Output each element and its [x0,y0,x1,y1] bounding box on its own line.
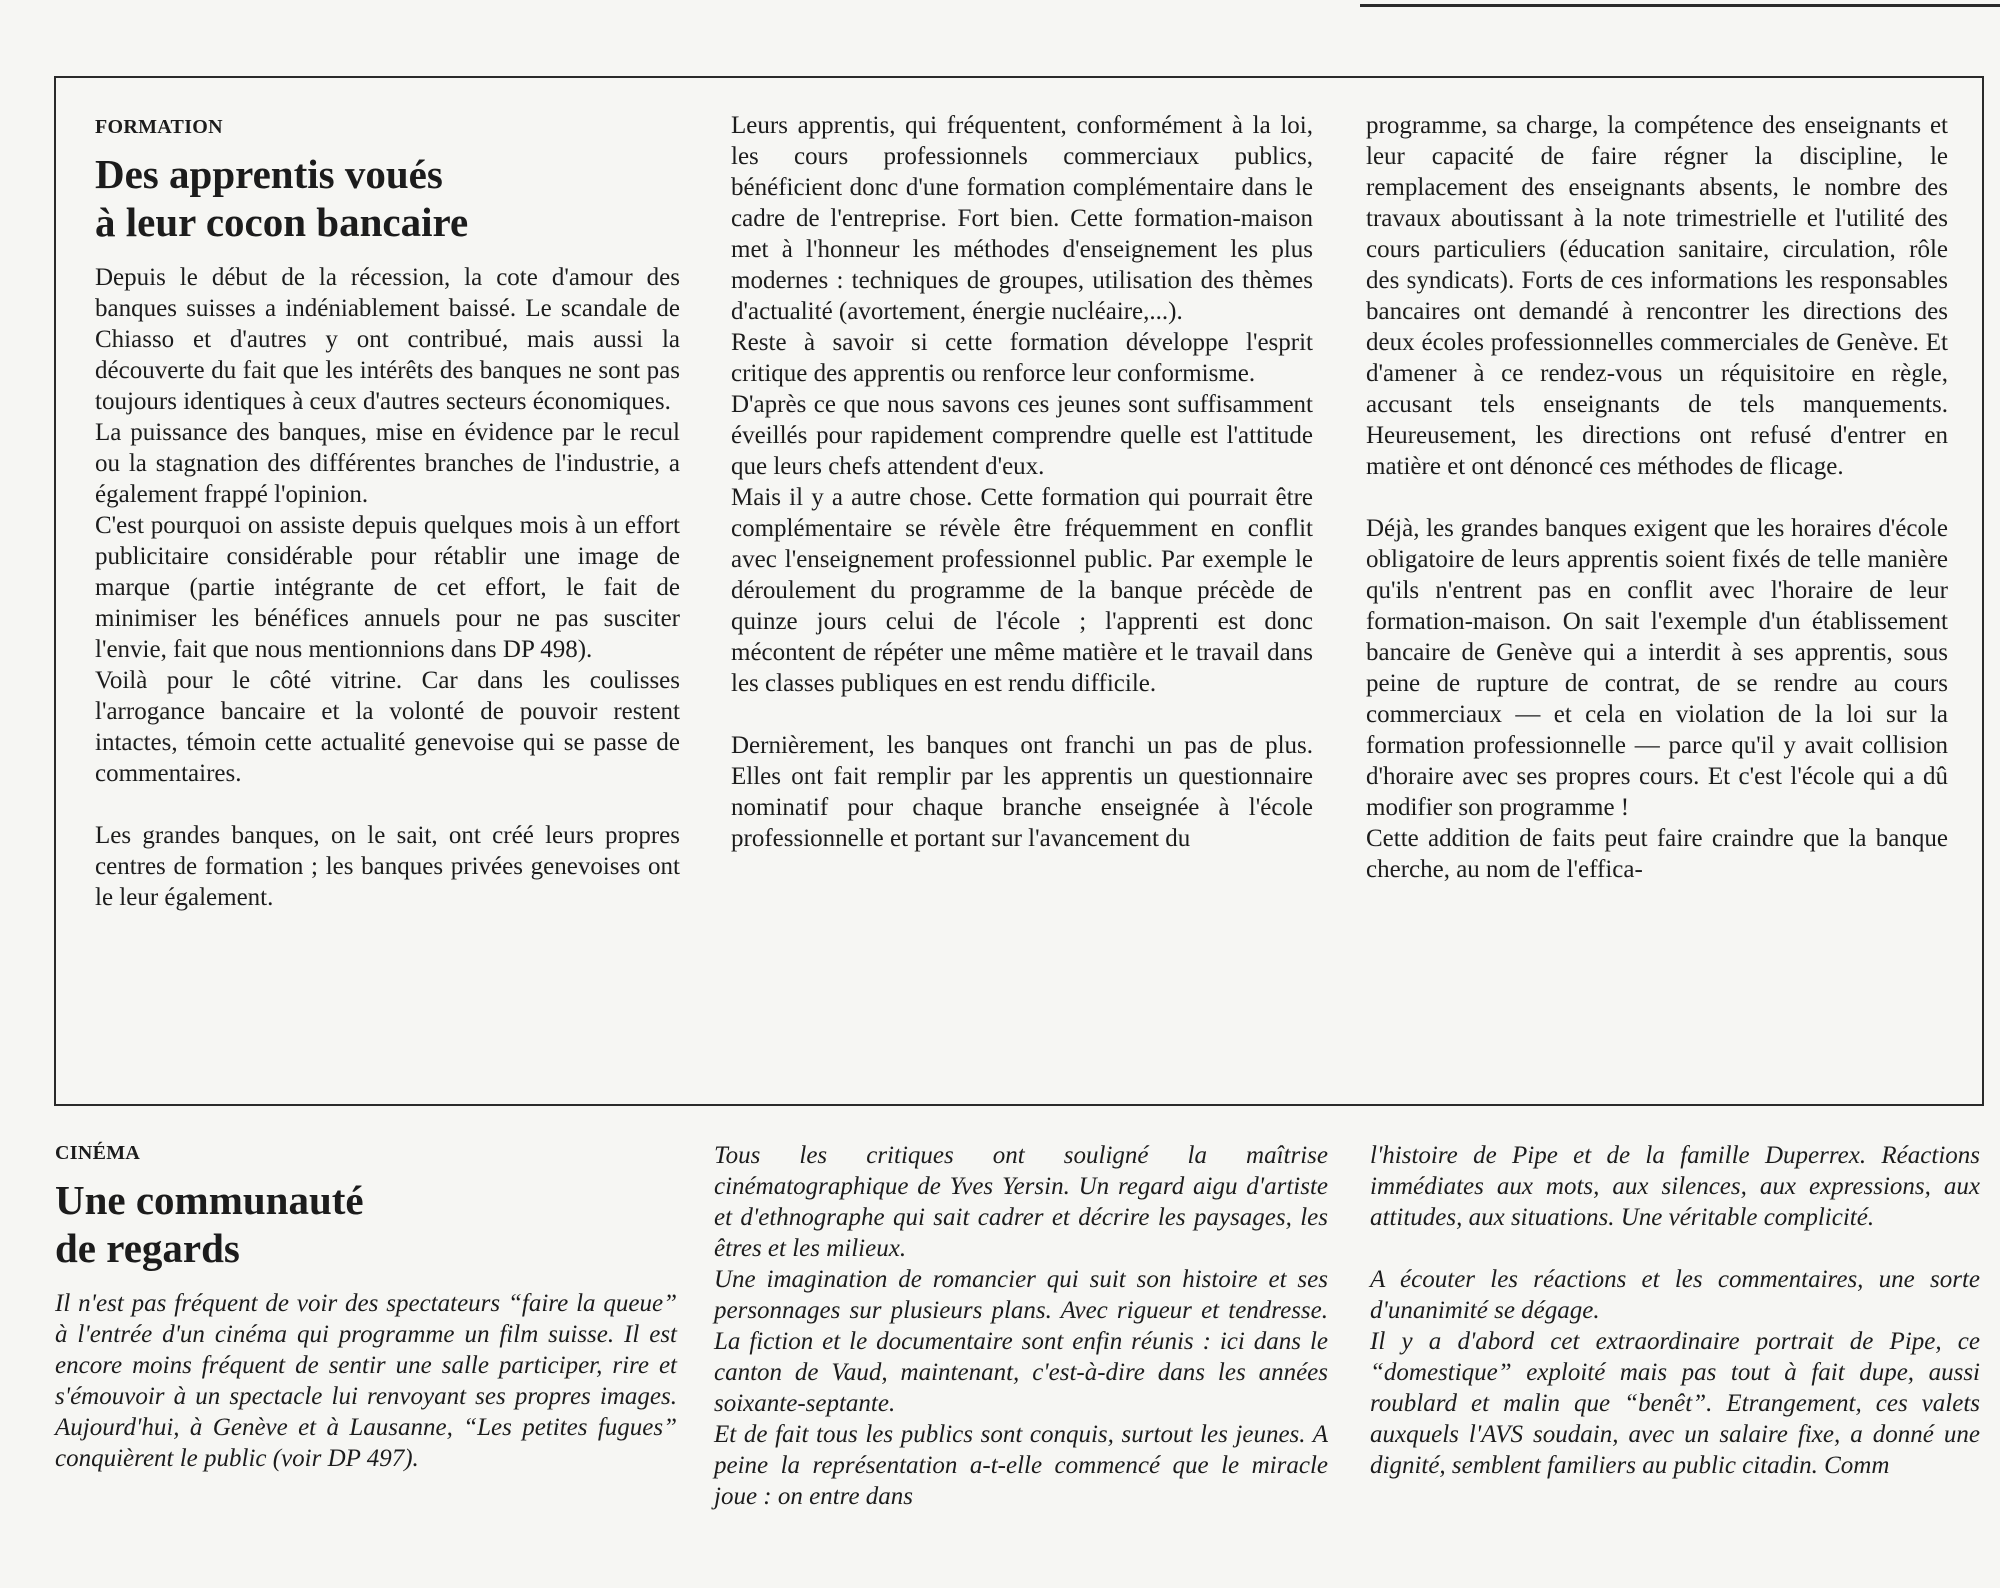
paragraph: C'est pourquoi on assiste depuis quelques mois à un effort publicitaire considérable pour rétablir une image de marque (partie intégrante de cet effort, le fait de minimiser les bénéfices annuels pour ne pas susciter l'envie, fait que nous mentionnions dans DP 498). [95,512,680,663]
formation-headline [95,150,680,246]
formation-kicker: FORMATION [95,116,223,138]
cinema-column-2 [714,1140,1328,1512]
formation-column-3 [1366,110,1948,885]
cinema-column-3 [1370,1140,1980,1481]
cinema-headline [55,1176,677,1272]
cinema-headline-line-2: de regards [55,1225,240,1271]
paragraph: Leurs apprentis, qui fréquentent, conformément à la loi, les cours professionnels commerciaux publics, bénéficient donc d'une formation complémentaire dans le cadre de l'entreprise. Fort bien. Cette formation-maison met à l'honneur les méthodes d'enseignement les plus modernes : techniques de groupes, utilisation des thèmes d'actualité (avortement, énergie nucléaire,...). [731,112,1313,325]
formation-column-1 [95,114,680,913]
paragraph: Mais il y a autre chose. Cette formation qui pourrait être complémentaire se révèle être fréquemment en conflit avec l'enseignement professionnel public. Par exemple le déroulement du programme de la banque précède de quinze jours celui de l'école ; l'apprenti est donc mécontent de répéter une même matière et le travail dans les classes publiques en est rendu difficile. [731,484,1313,697]
paragraph: Les grandes banques, on le sait, ont créé leurs propres centres de formation ; les banques privées genevoises ont le leur également. [95,822,680,911]
paragraph: Depuis le début de la récession, la cote d'amour des banques suisses a indéniablement baissé. Le scandale de Chiasso et d'autres y ont contribué, mais aussi la découverte du fait que les intérêts des banques ne sont pas toujours identiques à ceux d'autres secteurs économiques. [95,264,680,415]
paragraph: Voilà pour le côté vitrine. Car dans les coulisses l'arrogance bancaire et la volonté de pouvoir restent intactes, témoin cette actualité genevoise qui se passe de commentaires. [95,667,680,787]
paragraph: Déjà, les grandes banques exigent que les horaires d'école obligatoire de leurs apprentis soient fixés de telle manière qu'ils n'entrent pas en conflit avec l'horaire de leur formation-maison. On sait l'exemple d'un établissement bancaire de Genève qui a interdit à ses apprentis, sous peine de rupture de contrat, de se rendre au cours commerciaux — et cela en violation de la loi sur la formation professionnelle — parce qu'il y avait collision d'horaire avec ses propres cours. Et c'est l'école qui a dû modifier son programme ! [1366,515,1948,821]
paragraph: l'histoire de Pipe et de la famille Duperrex. Réactions immédiates aux mots, aux silences, aux expressions, aux attitudes, aux situations. Une véritable complicité. [1370,1142,1980,1231]
cinema-column-1 [55,1140,677,1474]
paragraph: Cette addition de faits peut faire craindre que la banque cherche, au nom de l'effica- [1366,825,1948,883]
cinema-kicker: CINÉMA [55,1142,141,1164]
formation-headline-line-1: Des apprentis voués [95,151,443,197]
formation-column-2 [731,110,1313,854]
top-rule [1360,4,2000,7]
formation-headline-line-2: à leur cocon bancaire [95,199,469,245]
paragraph: programme, sa charge, la compétence des enseignants et leur capacité de faire régner la discipline, le remplacement des enseignants absents, le nombre des travaux aboutissant à la note trimestrielle et l'utilité des cours particuliers (éducation sanitaire, circulation, rôle des syndicats). Forts de ces informations les responsables bancaires ont demandé à rencontrer les directions des deux écoles professionnelles commerciales de Genève. Et d'amener à ce rendez-vous un réquisitoire en règle, accusant tels enseignants de tels manquements. Heureusement, les directions ont refusé d'entrer en matière et ont dénoncé ces méthodes de flicage. [1366,112,1948,480]
paragraph: Tous les critiques ont souligné la maîtrise cinématographique de Yves Yersin. Un regard aigu d'artiste et d'ethnographe qui sait cadrer et décrire les paysages, les êtres et les milieux. [714,1142,1328,1262]
paragraph: La puissance des banques, mise en évidence par le recul ou la stagnation des différentes branches de l'industrie, a également frappé l'opinion. [95,419,680,508]
paragraph: Il y a d'abord cet extraordinaire portrait de Pipe, ce “domestique” exploité mais pas tout à fait dupe, aussi roublard et malin que “benêt”. Etrangement, ces valets auxquels l'AVS soudain, avec un salaire fixe, a donné une dignité, semblent familiers au public citadin. Comm [1370,1328,1980,1479]
paragraph: A écouter les réactions et les commentaires, une sorte d'unanimité se dégage. [1370,1266,1980,1324]
paragraph: Il n'est pas fréquent de voir des spectateurs “faire la queue” à l'entrée d'un cinéma qui programme un film suisse. Il est encore moins fréquent de sentir une salle participer, rire et s'émouvoir à un spectacle lui renvoyant ses propres images. Aujourd'hui, à Genève et à Lausanne, “Les petites fugues” conquièrent le public (voir DP 497). [55,1290,677,1472]
paragraph: D'après ce que nous savons ces jeunes sont suffisamment éveillés pour rapidement comprendre quelle est l'attitude que leurs chefs attendent d'eux. [731,391,1313,480]
paragraph: Et de fait tous les publics sont conquis, surtout les jeunes. A peine la représentation a-t-elle commencé que le miracle joue : on entre dans [714,1421,1328,1510]
paragraph: Reste à savoir si cette formation développe l'esprit critique des apprentis ou renforce leur conformisme. [731,329,1313,387]
cinema-headline-line-1: Une communauté [55,1177,364,1223]
paragraph: Une imagination de romancier qui suit son histoire et ses personnages sur plusieurs plans. Avec rigueur et tendresse. La fiction et le documentaire sont enfin réunis : ici dans le canton de Vaud, maintenant, c'est-à-dire dans les années soixante-septante. [714,1266,1328,1417]
paragraph: Dernièrement, les banques ont franchi un pas de plus. Elles ont fait remplir par les apprentis un questionnaire nominatif pour chaque branche enseignée à l'école professionnelle et portant sur l'avancement du [731,732,1313,852]
